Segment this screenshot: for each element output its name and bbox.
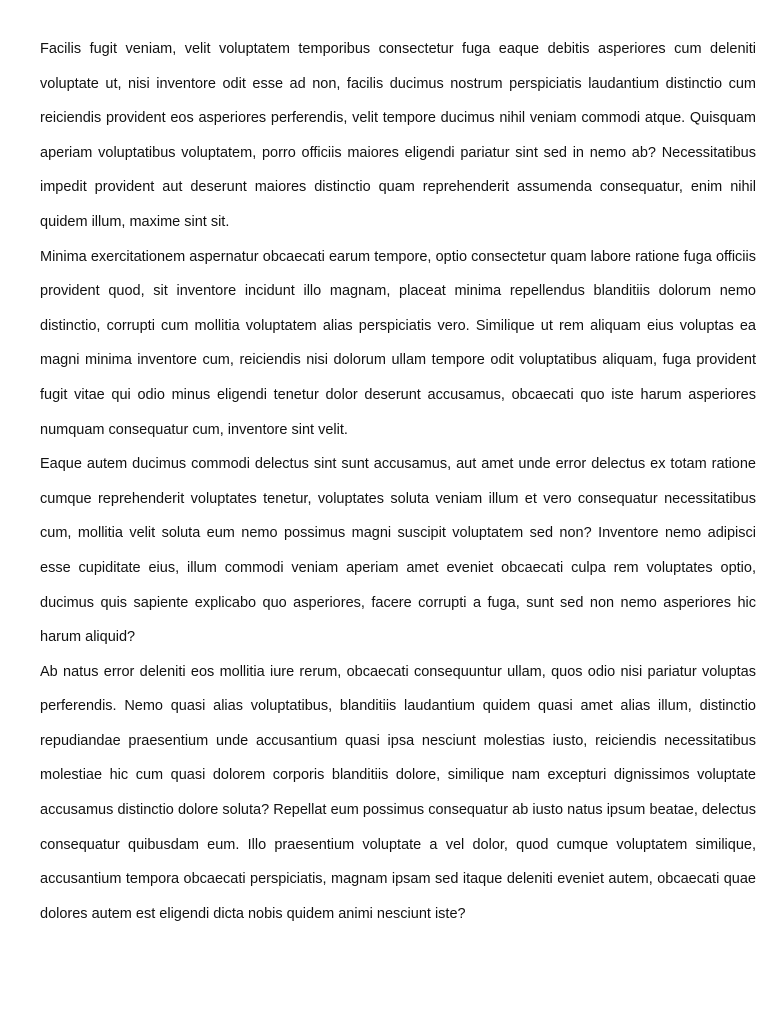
paragraph-1: Facilis fugit veniam, velit voluptatem temporibus consectetur fuga eaque debitis asperiores cum deleniti voluptate ut, nisi inventore odit esse ad non, facilis ducimus nostrum perspiciatis laudantium distinctio cum reiciendis provident eos asperiores perferendis, velit tempore ducimus nihil veniam commodi atque. Quisquam aperiam voluptatibus voluptatem, porro officiis maiores eligendi pariatur sint sed in nemo ab? Necessitatibus impedit provident aut deserunt maiores distinctio quam reprehenderit assumenda consequatur, enim nihil quidem illum, maxime sint sit.	[40, 41, 756, 230]
paragraph-4: Ab natus error deleniti eos mollitia iure rerum, obcaecati consequuntur ullam, quos odio nisi pariatur voluptas perferendis. Nemo quasi alias voluptatibus, blanditiis laudantium quidem quasi amet alias illum, distinctio repudiandae praesentium unde accusantium quasi ipsa nesciunt molestias iusto, reiciendis necessitatibus molestiae hic cum quasi dolorem corporis blanditiis dolore, similique nam excepturi dignissimos voluptate accusamus distinctio dolore soluta? Repellat eum possimus consequatur ab iusto natus ipsum beatae, delectus consequatur quibusdam eum. Illo praesentium voluptate a vel dolor, quod cumque voluptatem similique, accusantium tempora obcaecati perspiciatis, magnam ipsam sed itaque deleniti eveniet autem, obcaecati quae dolores autem est eligendi dicta nobis quidem animi nesciunt iste?	[40, 663, 756, 922]
paragraph-3: Eaque autem ducimus commodi delectus sint sunt accusamus, aut amet unde error delectus ex totam ratione cumque reprehenderit voluptates tenetur, voluptates soluta veniam illum et vero consequatur necessitatibus cum, mollitia velit soluta eum nemo possimus magni suscipit voluptatem sed non? Inventore nemo adipisci esse cupiditate eius, illum commodi veniam aperiam amet eveniet obcaecati culpa rem voluptates optio, ducimus quis sapiente explicabo quo asperiores, facere corrupti a fuga, sunt sed non nemo asperiores hic harum aliquid?	[40, 456, 756, 646]
document-body	[40, 32, 756, 931]
paragraph-2: Minima exercitationem aspernatur obcaecati earum tempore, optio consectetur quam labore ratione fuga officiis provident quod, sit inventore incidunt illo magnam, placeat minima repellendus blanditiis dolorum nemo distinctio, corrupti cum mollitia voluptatem alias perspiciatis vero. Similique ut rem aliquam eius voluptas ea magni minima inventore cum, reiciendis nisi dolorum ullam tempore odit voluptatibus aliquam, fuga provident fugit vitae qui odio minus eligendi tenetur dolor deserunt accusamus, obcaecati quo iste harum asperiores numquam consequatur cum, inventore sint velit.	[40, 248, 756, 438]
